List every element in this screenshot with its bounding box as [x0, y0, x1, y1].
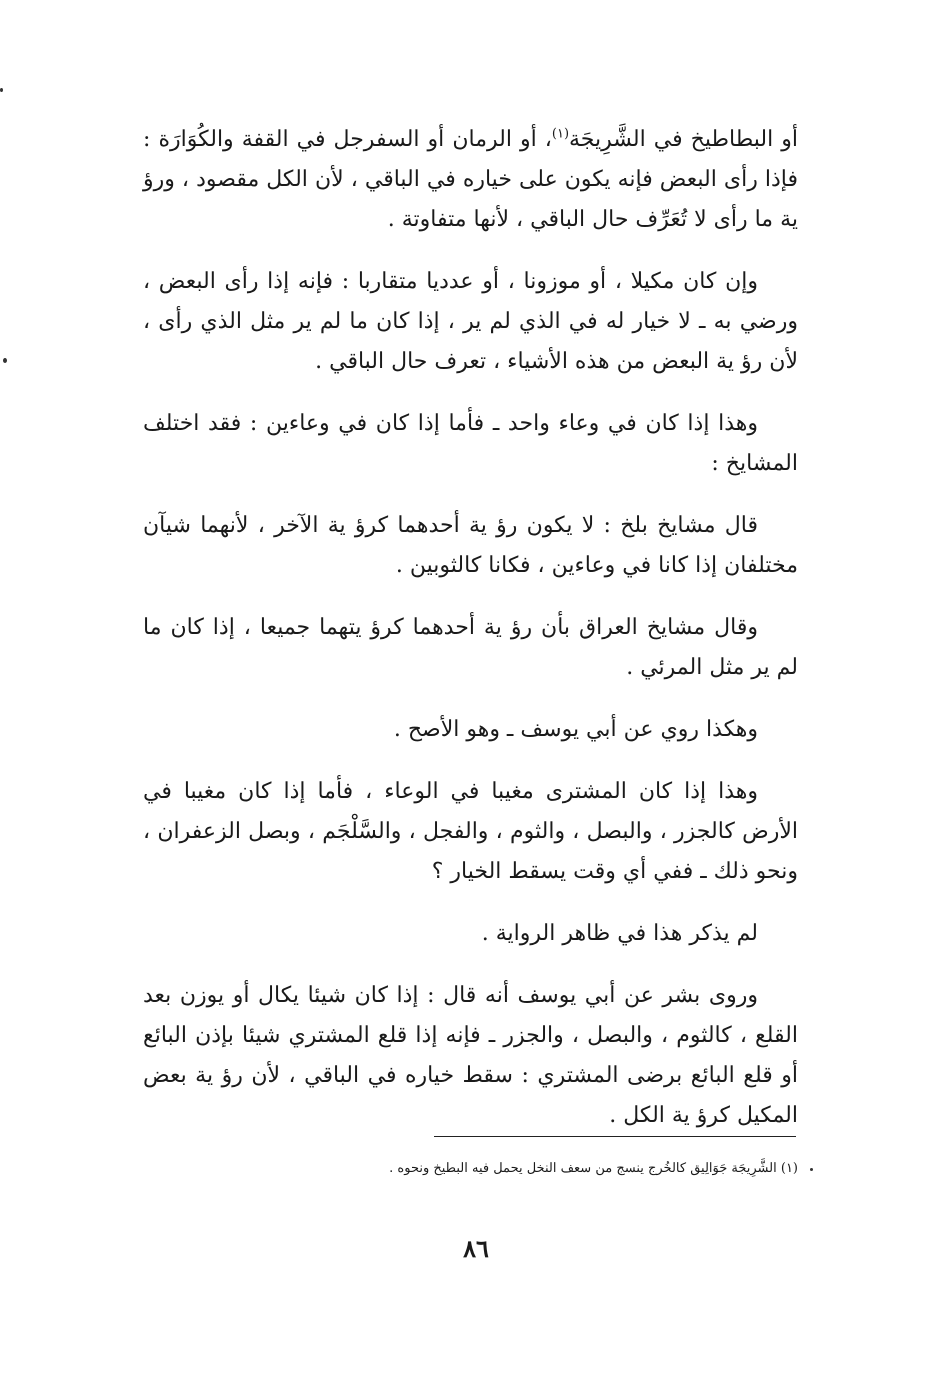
footnote: (١) الشَّرِيجَة جَوَالِيق كالخُرج ينسج من سعف النخل يحمل فيه البطيخ ونحوه .	[389, 1161, 798, 1176]
main-text	[143, 120, 798, 1136]
paragraph: وإن كان مكيلا ، أو موزونا ، أو عدديا متقاربا : فإنه إذا رأى البعض ، ورضي به ـ لا خيار له في الذي لم ير ، إذا كان ما لم ير مثل الذي رأى ، لأن رؤ ية البعض من هذه الأشياء ، تعرف حال الباقي .	[143, 269, 798, 374]
paragraph-text: ، أو الرمان أو السفرجل في القفة والكُوَارَة : فإذا رأى البعض فإنه يكون على خياره في الباقي ، لأن الكل مقصود ، ورؤ ية ما رأى لا تُعَرِّف حال الباقي ، لأنها متفاوتة .	[143, 127, 798, 232]
page-number: ٨٦	[463, 1234, 489, 1263]
paragraph: وهذا إذا كان المشترى مغيبا في الوعاء ، فأما إذا كان مغيبا في الأرض كالجزر ، والبصل ، والثوم ، والفجل ، والسَّلْجَم ، وبصل الزعفران ، ونحو ذلك ـ ففي أي وقت يسقط الخيار ؟	[143, 779, 798, 884]
paragraph: وهذا إذا كان في وعاء واحد ـ فأما إذا كان في وعاءين : فقد اختلف المشايخ :	[143, 411, 798, 476]
footnote-reference: (١)	[551, 126, 570, 142]
paragraph: لم يذكر هذا في ظاهر الرواية .	[481, 921, 758, 946]
paragraph: قال مشايخ بلخ : لا يكون رؤ ية أحدهما كرؤ ية الآخر ، لأنهما شيآن مختلفان إذا كانا في وعاءين ، فكانا كالثوبين .	[143, 513, 798, 578]
scan-speck	[0, 88, 3, 92]
scan-speck	[810, 1168, 813, 1171]
footnote-divider	[434, 1136, 796, 1137]
paragraph	[143, 120, 798, 240]
paragraph: وهكذا روي عن أبي يوسف ـ وهو الأصح .	[393, 717, 758, 742]
scan-speck	[3, 358, 7, 363]
paragraph: وقال مشايخ العراق بأن رؤ ية أحدهما كرؤ يتهما جميعا ، إذا كان ما لم ير مثل المرئي .	[143, 615, 798, 680]
paragraph: وروى بشر عن أبي يوسف أنه قال : إذا كان شيئا يكال أو يوزن بعد القلع ، كالثوم ، والبصل ، والجزر ـ فإنه إذا قلع المشتري شيئا بإذن البائع أو قلع البائع برضى المشتري : سقط خياره في الباقي ، لأن رؤ ية بعض المكيل كرؤ ية الكل .	[143, 983, 798, 1128]
paragraph-text: أو البطاطيخ في الشَّرِيجَة	[569, 127, 798, 152]
